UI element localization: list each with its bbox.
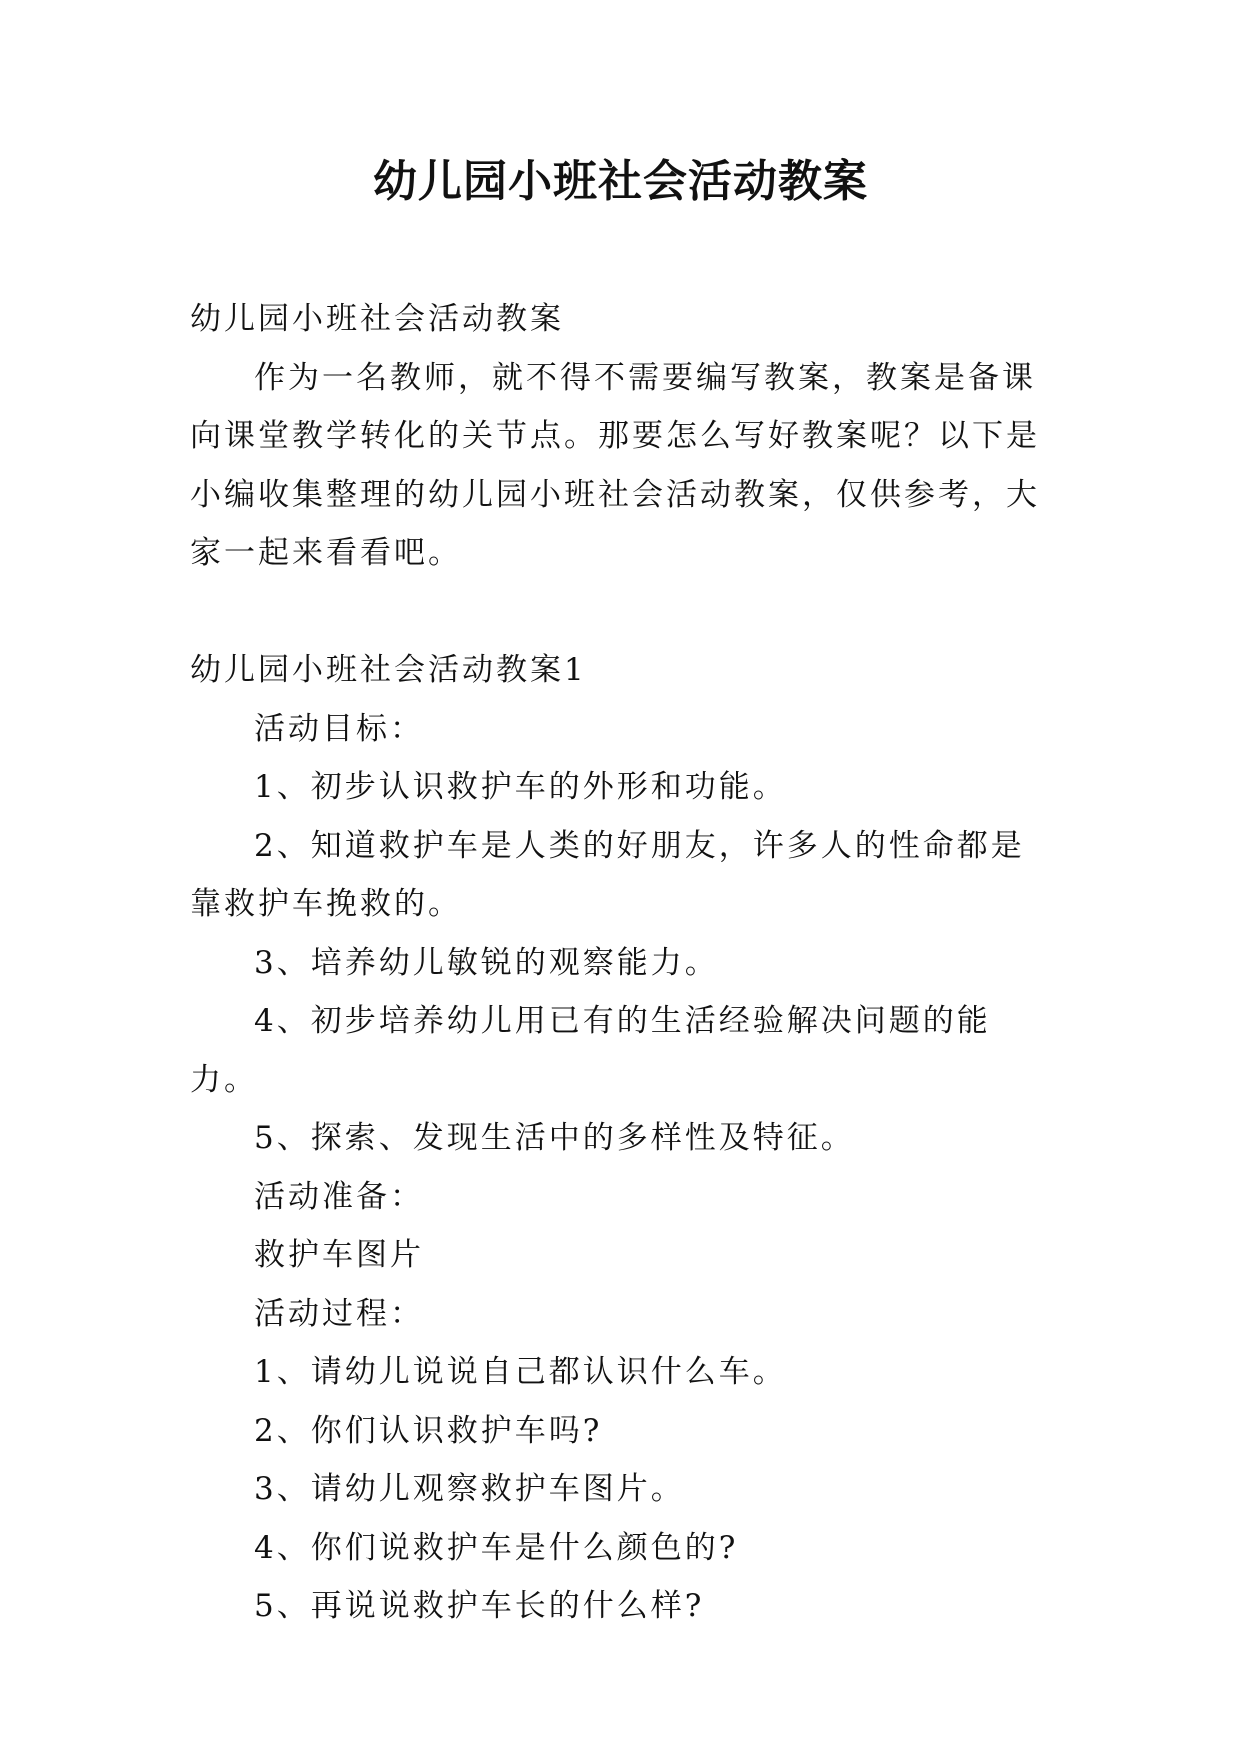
- document-title: 幼儿园小班社会活动教案: [373, 156, 868, 207]
- process-item-1: 1、请幼儿说说自己都认识什么车。: [254, 1354, 787, 1390]
- process-item-4: 4、你们说救护车是什么颜色的?: [254, 1529, 739, 1566]
- document-body: [190, 290, 1050, 1636]
- process-item-3: 3、请幼儿观察救护车图片。: [254, 1471, 685, 1507]
- paragraph-spacer: [190, 583, 1050, 642]
- goal-item-3: 3、培养幼儿敏锐的观察能力。: [254, 944, 719, 981]
- section-heading: 幼儿园小班社会活动教案1: [190, 652, 587, 688]
- intro-paragraph: 作为一名教师，就不得不需要编写教案，教案是备课向课堂教学转化的关节点。那要怎么写好教案呢？以下是小编收集整理的幼儿园小班社会活动教案，仅供参考，大家一起来看看吧。: [190, 359, 1040, 571]
- goal-item-5: 5、探索、发现生活中的多样性及特征。: [254, 1120, 855, 1156]
- prep-label: 活动准备：: [254, 1178, 424, 1215]
- document-subtitle: 幼儿园小班社会活动教案: [190, 301, 564, 337]
- prep-text: 救护车图片: [254, 1237, 424, 1273]
- process-item-5: 5、再说说救护车长的什么样?: [254, 1588, 705, 1624]
- process-label: 活动过程：: [254, 1295, 424, 1332]
- goals-label: 活动目标：: [254, 710, 424, 747]
- goal-item-4: 4、初步培养幼儿用已有的生活经验解决问题的能力。: [190, 1003, 991, 1098]
- goal-item-2: 2、知道救护车是人类的好朋友，许多人的性命都是靠救护车挽救的。: [190, 827, 1025, 922]
- goal-item-1: 1、初步认识救护车的外形和功能。: [254, 769, 787, 805]
- process-item-2: 2、你们认识救护车吗?: [254, 1412, 603, 1449]
